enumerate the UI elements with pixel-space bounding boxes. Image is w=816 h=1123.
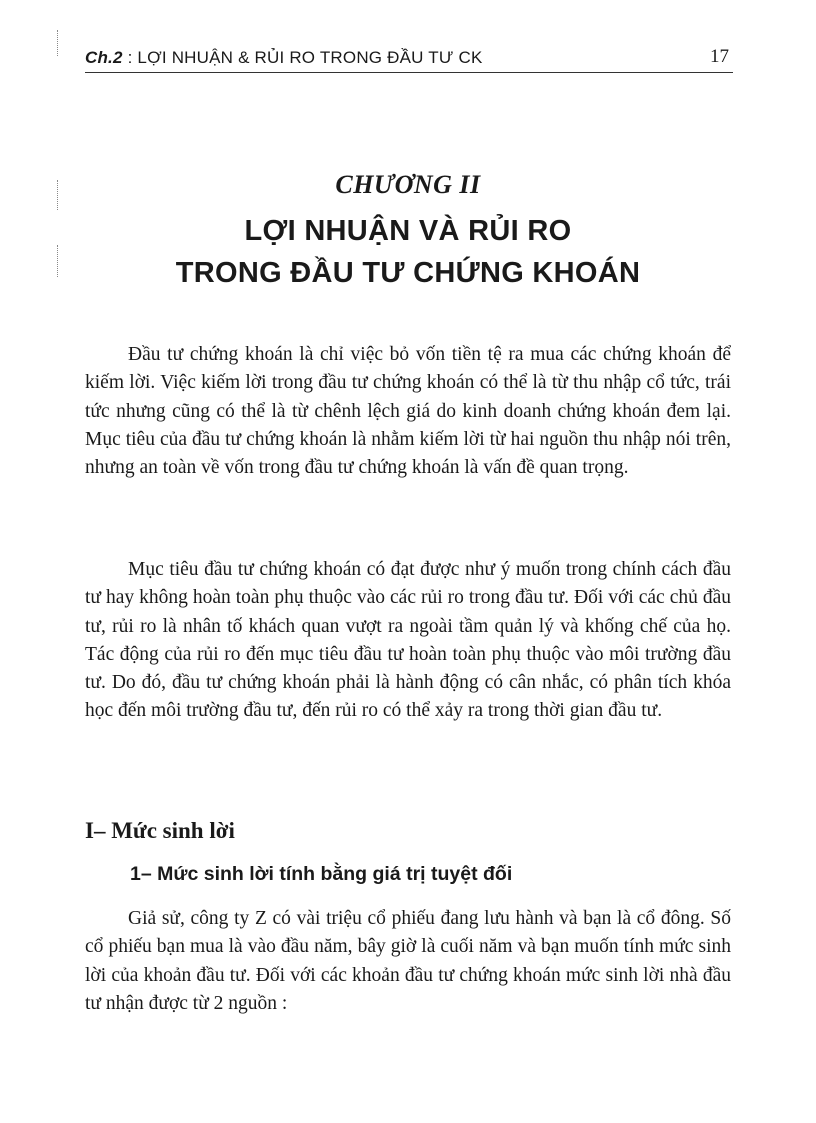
chapter-title-line1: LỢI NHUẬN VÀ RỦI RO bbox=[244, 215, 572, 247]
section-heading: I– Mức sinh lời bbox=[85, 818, 235, 843]
header-separator: : bbox=[122, 48, 138, 67]
chapter-tag: Ch.2 bbox=[85, 48, 123, 67]
body-paragraph-3: Giả sử, công ty Z có vài triệu cổ phiếu đang lưu hành và bạn là cổ đông. Số cổ phiếu bạn mua là vào đầu năm, bây giờ là cuối năm và bạn muốn tính mức sinh lời của khoản đầu tư. Đối với các khoản đầu tư chứng khoán mức sinh lời nhà đầu tư nhận được từ 2 nguồn : bbox=[85, 908, 731, 1014]
margin-mark bbox=[57, 30, 58, 56]
running-header-label bbox=[85, 48, 483, 68]
body-paragraph-1: Đầu tư chứng khoán là chỉ việc bỏ vốn tiền tệ ra mua các chứng khoán để kiếm lời. Việc kiếm lời trong đầu tư chứng khoán có thể là từ thu nhập cổ tức, trái tức nhưng cũng có thể là từ chênh lệch giá do kinh doanh chứng khoán đem lại. Mục tiêu của đầu tư chứng khoán là nhằm kiếm lời từ hai nguồn thu nhập nói trên, nhưng an toàn về vốn trong đầu tư chứng khoán là vấn đề quan trọng. bbox=[85, 344, 731, 479]
chapter-title-line2: TRONG ĐẦU TƯ CHỨNG KHOÁN bbox=[175, 257, 641, 289]
subsection-heading: 1– Mức sinh lời tính bằng giá trị tuyệt đối bbox=[130, 863, 513, 885]
page-number: 17 bbox=[710, 46, 729, 67]
running-header bbox=[85, 46, 733, 73]
chapter-label: CHƯƠNG II bbox=[335, 170, 481, 199]
running-title: LỢI NHUẬN & RỦI RO TRONG ĐẦU TƯ CK bbox=[137, 48, 483, 67]
body-paragraph-2: Mục tiêu đầu tư chứng khoán có đạt được như ý muốn trong chính cách đầu tư hay không hoàn toàn phụ thuộc vào các rủi ro trong đầu tư. Đối với các chủ đầu tư, rủi ro là nhân tố khách quan vượt ra ngoài tầm quản lý và khống chế của họ. Tác động của rủi ro đến mục tiêu đầu tư hoàn toàn phụ thuộc vào môi trường đầu tư. Do đó, đầu tư chứng khoán phải là hành động có cân nhắc, có phân tích khóa học đến môi trường đầu tư, đến rủi ro có thể xảy ra trong thời gian đầu tư. bbox=[85, 559, 731, 722]
